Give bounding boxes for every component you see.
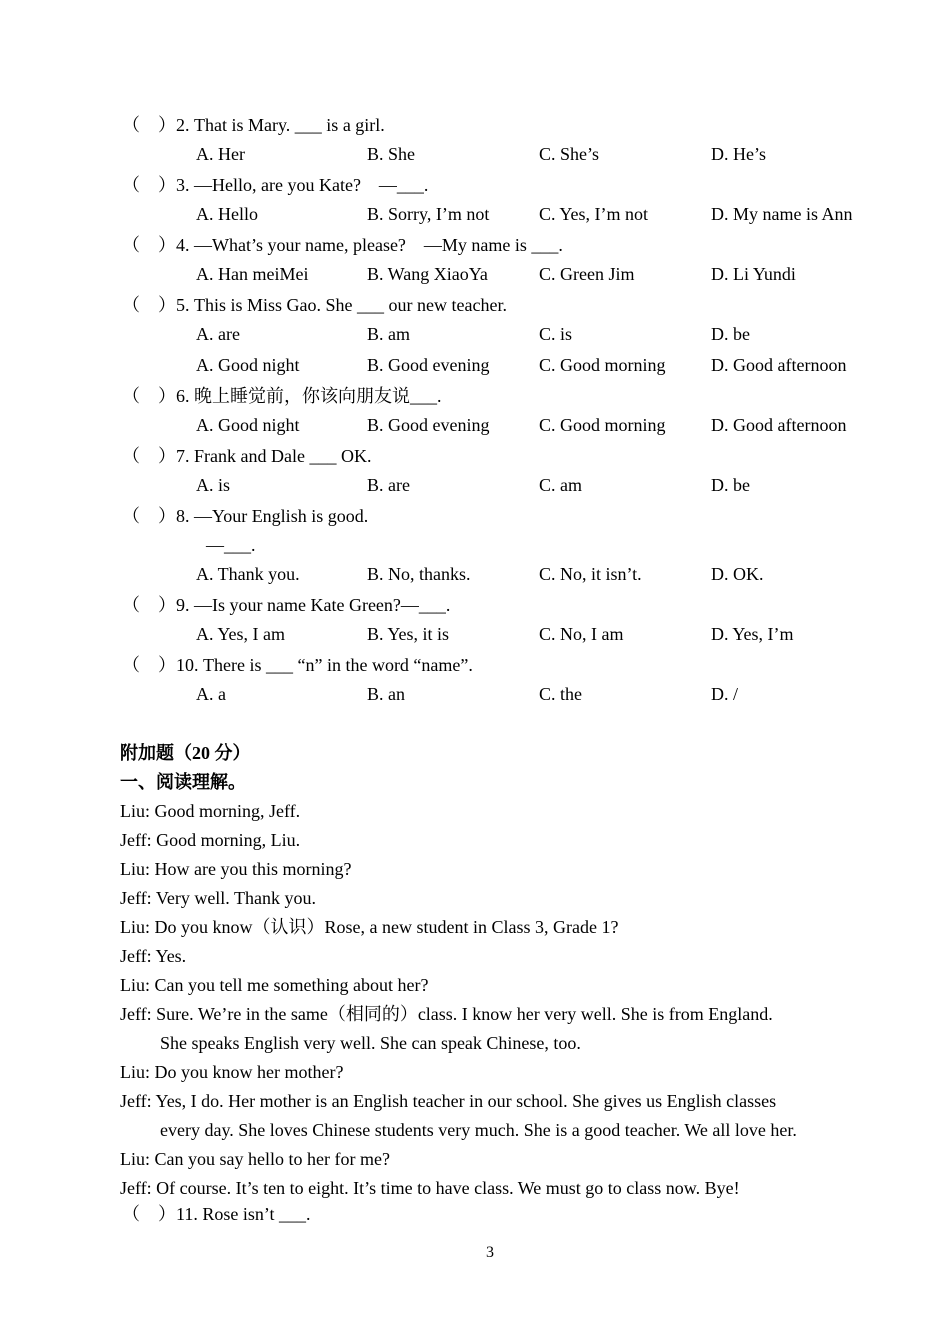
q6-option-b: B. Good evening: [367, 415, 490, 435]
q9-option-a: A. Yes, I am: [196, 624, 286, 644]
q8-option-a: A. Thank you.: [196, 564, 300, 584]
q10-option-c: C. the: [539, 684, 582, 704]
q9-option-b: B. Yes, it is: [367, 624, 450, 644]
q9-option-c: C. No, I am: [539, 624, 624, 644]
reading-section-heading: 一、阅读理解。: [120, 772, 246, 792]
q10-option-b: B. an: [367, 684, 405, 704]
dialogue-line: Liu: How are you this morning?: [120, 859, 352, 879]
dialogue-line: Liu: Can you say hello to her for me?: [120, 1149, 390, 1169]
q10-option-d: D. /: [711, 684, 738, 704]
q8-option-b: B. No, thanks.: [367, 564, 471, 584]
q7-option-d: D. be: [711, 475, 750, 495]
q2-option-a: A. Her: [196, 144, 245, 164]
q8-option-c: C. No, it isn’t.: [539, 564, 642, 584]
q4-option-d: D. Li Yundi: [711, 264, 796, 284]
dialogue-line: Jeff: Yes.: [120, 946, 187, 966]
q3-option-d: D. My name is Ann: [711, 204, 853, 224]
q5-option-b: B. am: [367, 324, 410, 344]
q6-option-c: C. Good morning: [539, 415, 666, 435]
dialogue-line-continued: every day. She loves Chinese students very much. She is a good teacher. We all love her.: [160, 1120, 797, 1140]
question-6: （ ）6. 晚上睡觉前，你该向朋友说___.: [122, 386, 442, 406]
question-9: （ ）9. —Is your name Kate Green?—___.: [122, 595, 451, 615]
q9-option-d: D. Yes, I’m: [711, 624, 794, 644]
dialogue-line: Jeff: Sure. We’re in the same（相同的）class. I know her very well. She is from England.: [120, 1004, 773, 1024]
q6-option-d: D. Good afternoon: [711, 415, 847, 435]
q10-option-a: A. a: [196, 684, 226, 704]
q5-extra-option-c: C. Good morning: [539, 355, 666, 375]
bonus-title: 附加题（20 分）: [120, 743, 251, 763]
question-3: （ ）3. —Hello, are you Kate? —___.: [122, 175, 429, 195]
question-8-response: —___.: [206, 535, 256, 555]
dialogue-line: Liu: Do you know（认识）Rose, a new student in Class 3, Grade 1?: [120, 917, 619, 937]
dialogue-line: Jeff: Very well. Thank you.: [120, 888, 316, 908]
question-7: （ ）7. Frank and Dale ___ OK.: [122, 446, 372, 466]
page-number: 3: [486, 1244, 494, 1261]
dialogue-line: Jeff: Yes, I do. Her mother is an English teacher in our school. She gives us English classes: [120, 1091, 777, 1111]
dialogue-line: Liu: Can you tell me something about her?: [120, 975, 429, 995]
dialogue-line: Liu: Good morning, Jeff.: [120, 801, 301, 821]
q5-option-a: A. are: [196, 324, 240, 344]
question-10: （ ）10. There is ___ “n” in the word “name”.: [122, 655, 473, 675]
q3-option-c: C. Yes, I’m not: [539, 204, 649, 224]
q5-extra-option-b: B. Good evening: [367, 355, 490, 375]
q7-option-a: A. is: [196, 475, 231, 495]
q7-option-b: B. are: [367, 475, 410, 495]
q4-option-a: A. Han meiMei: [196, 264, 309, 284]
q5-option-c: C. is: [539, 324, 573, 344]
q3-option-b: B. Sorry, I’m not: [367, 204, 490, 224]
q5-option-d: D. be: [711, 324, 750, 344]
q2-option-c: C. She’s: [539, 144, 600, 164]
question-5: （ ）5. This is Miss Gao. She ___ our new teacher.: [122, 295, 507, 315]
q6-option-a: A. Good night: [196, 415, 300, 435]
q2-option-d: D. He’s: [711, 144, 766, 164]
q4-option-c: C. Green Jim: [539, 264, 635, 284]
q5-extra-option-d: D. Good afternoon: [711, 355, 847, 375]
dialogue-line: Liu: Do you know her mother?: [120, 1062, 344, 1082]
dialogue-line: Jeff: Of course. It’s ten to eight. It’s time to have class. We must go to class now. Bye!: [120, 1178, 740, 1198]
dialogue-line: Jeff: Good morning, Liu.: [120, 830, 301, 850]
question-8: （ ）8. —Your English is good.: [122, 506, 369, 526]
q5-extra-option-a: A. Good night: [196, 355, 300, 375]
question-11: （ ）11. Rose isn’t ___.: [122, 1204, 311, 1224]
question-4: （ ）4. —What’s your name, please? —My name is ___.: [122, 235, 563, 255]
q7-option-c: C. am: [539, 475, 582, 495]
reading-dialogue: [120, 797, 860, 1203]
q8-option-d: D. OK.: [711, 564, 764, 584]
question-2: （ ）2. That is Mary. ___ is a girl.: [122, 115, 385, 135]
q2-option-b: B. She: [367, 144, 416, 164]
q3-option-a: A. Hello: [196, 204, 258, 224]
q4-option-b: B. Wang XiaoYa: [367, 264, 488, 284]
dialogue-line-continued: She speaks English very well. She can speak Chinese, too.: [160, 1033, 581, 1053]
